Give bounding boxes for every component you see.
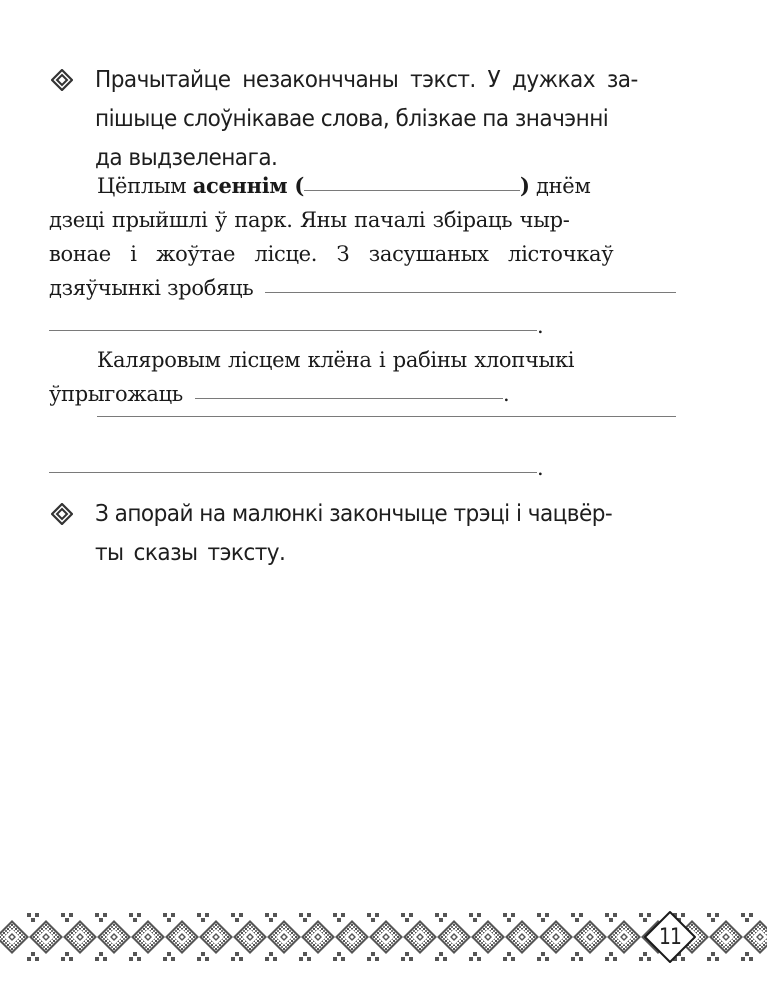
period: . [537, 456, 544, 480]
page-number-badge [643, 910, 697, 964]
bracket-close: ) [519, 173, 530, 198]
exercise-word: Цёплым [97, 174, 193, 198]
exercise-word: днём [529, 174, 591, 198]
exercise-line [49, 309, 676, 343]
exercise-line [49, 451, 676, 485]
exercise-line [49, 377, 676, 411]
exercise-line [97, 417, 676, 451]
answer-blank[interactable] [265, 291, 676, 293]
instruction-line: пішыце слоўнікавае слова, блізкае па значэнні [95, 104, 609, 132]
highlighted-word: асеннім ( [192, 173, 304, 198]
task-2-instruction [95, 494, 676, 572]
answer-blank[interactable] [49, 471, 537, 473]
task-1-instruction [95, 60, 676, 177]
exercise-line [49, 271, 676, 305]
exercise-text-line: дзеці прыйшлі ў парк. Яны пачалі збіраць чыр- [49, 208, 570, 232]
exercise-line [49, 237, 676, 271]
exercise-line [97, 343, 676, 377]
diamond-bullet-icon [51, 69, 73, 91]
instruction-line: З апорай на малюнкі закончыце трэці і чацвёр- [95, 499, 613, 527]
exercise-text-line: ўпрыгожаць [49, 382, 183, 406]
answer-blank[interactable] [195, 397, 503, 399]
answer-blank[interactable] [49, 329, 537, 331]
exercise-line [49, 203, 676, 237]
instruction-line: Прачытайце незаконччаны тэкст. У дужках за- [95, 65, 638, 93]
instruction-line: ты сказы тэксту. [95, 538, 286, 566]
exercise-line [97, 169, 676, 203]
diamond-bullet-icon [51, 503, 73, 525]
answer-blank-synonym[interactable] [304, 189, 520, 191]
period: . [537, 314, 544, 338]
page-number: 11 [658, 924, 682, 950]
exercise-text-line: Каляровым лісцем клёна і рабіны хлопчыкі [97, 348, 575, 372]
exercise-text-line: вонае і жоўтае лісце. З засушаных лісточкаў [49, 242, 614, 266]
exercise-text-line: дзяўчынкі зробяць [49, 276, 254, 300]
period: . [502, 382, 510, 406]
instruction-line: да выдзеленага. [95, 143, 278, 171]
answer-blank[interactable] [97, 415, 676, 417]
